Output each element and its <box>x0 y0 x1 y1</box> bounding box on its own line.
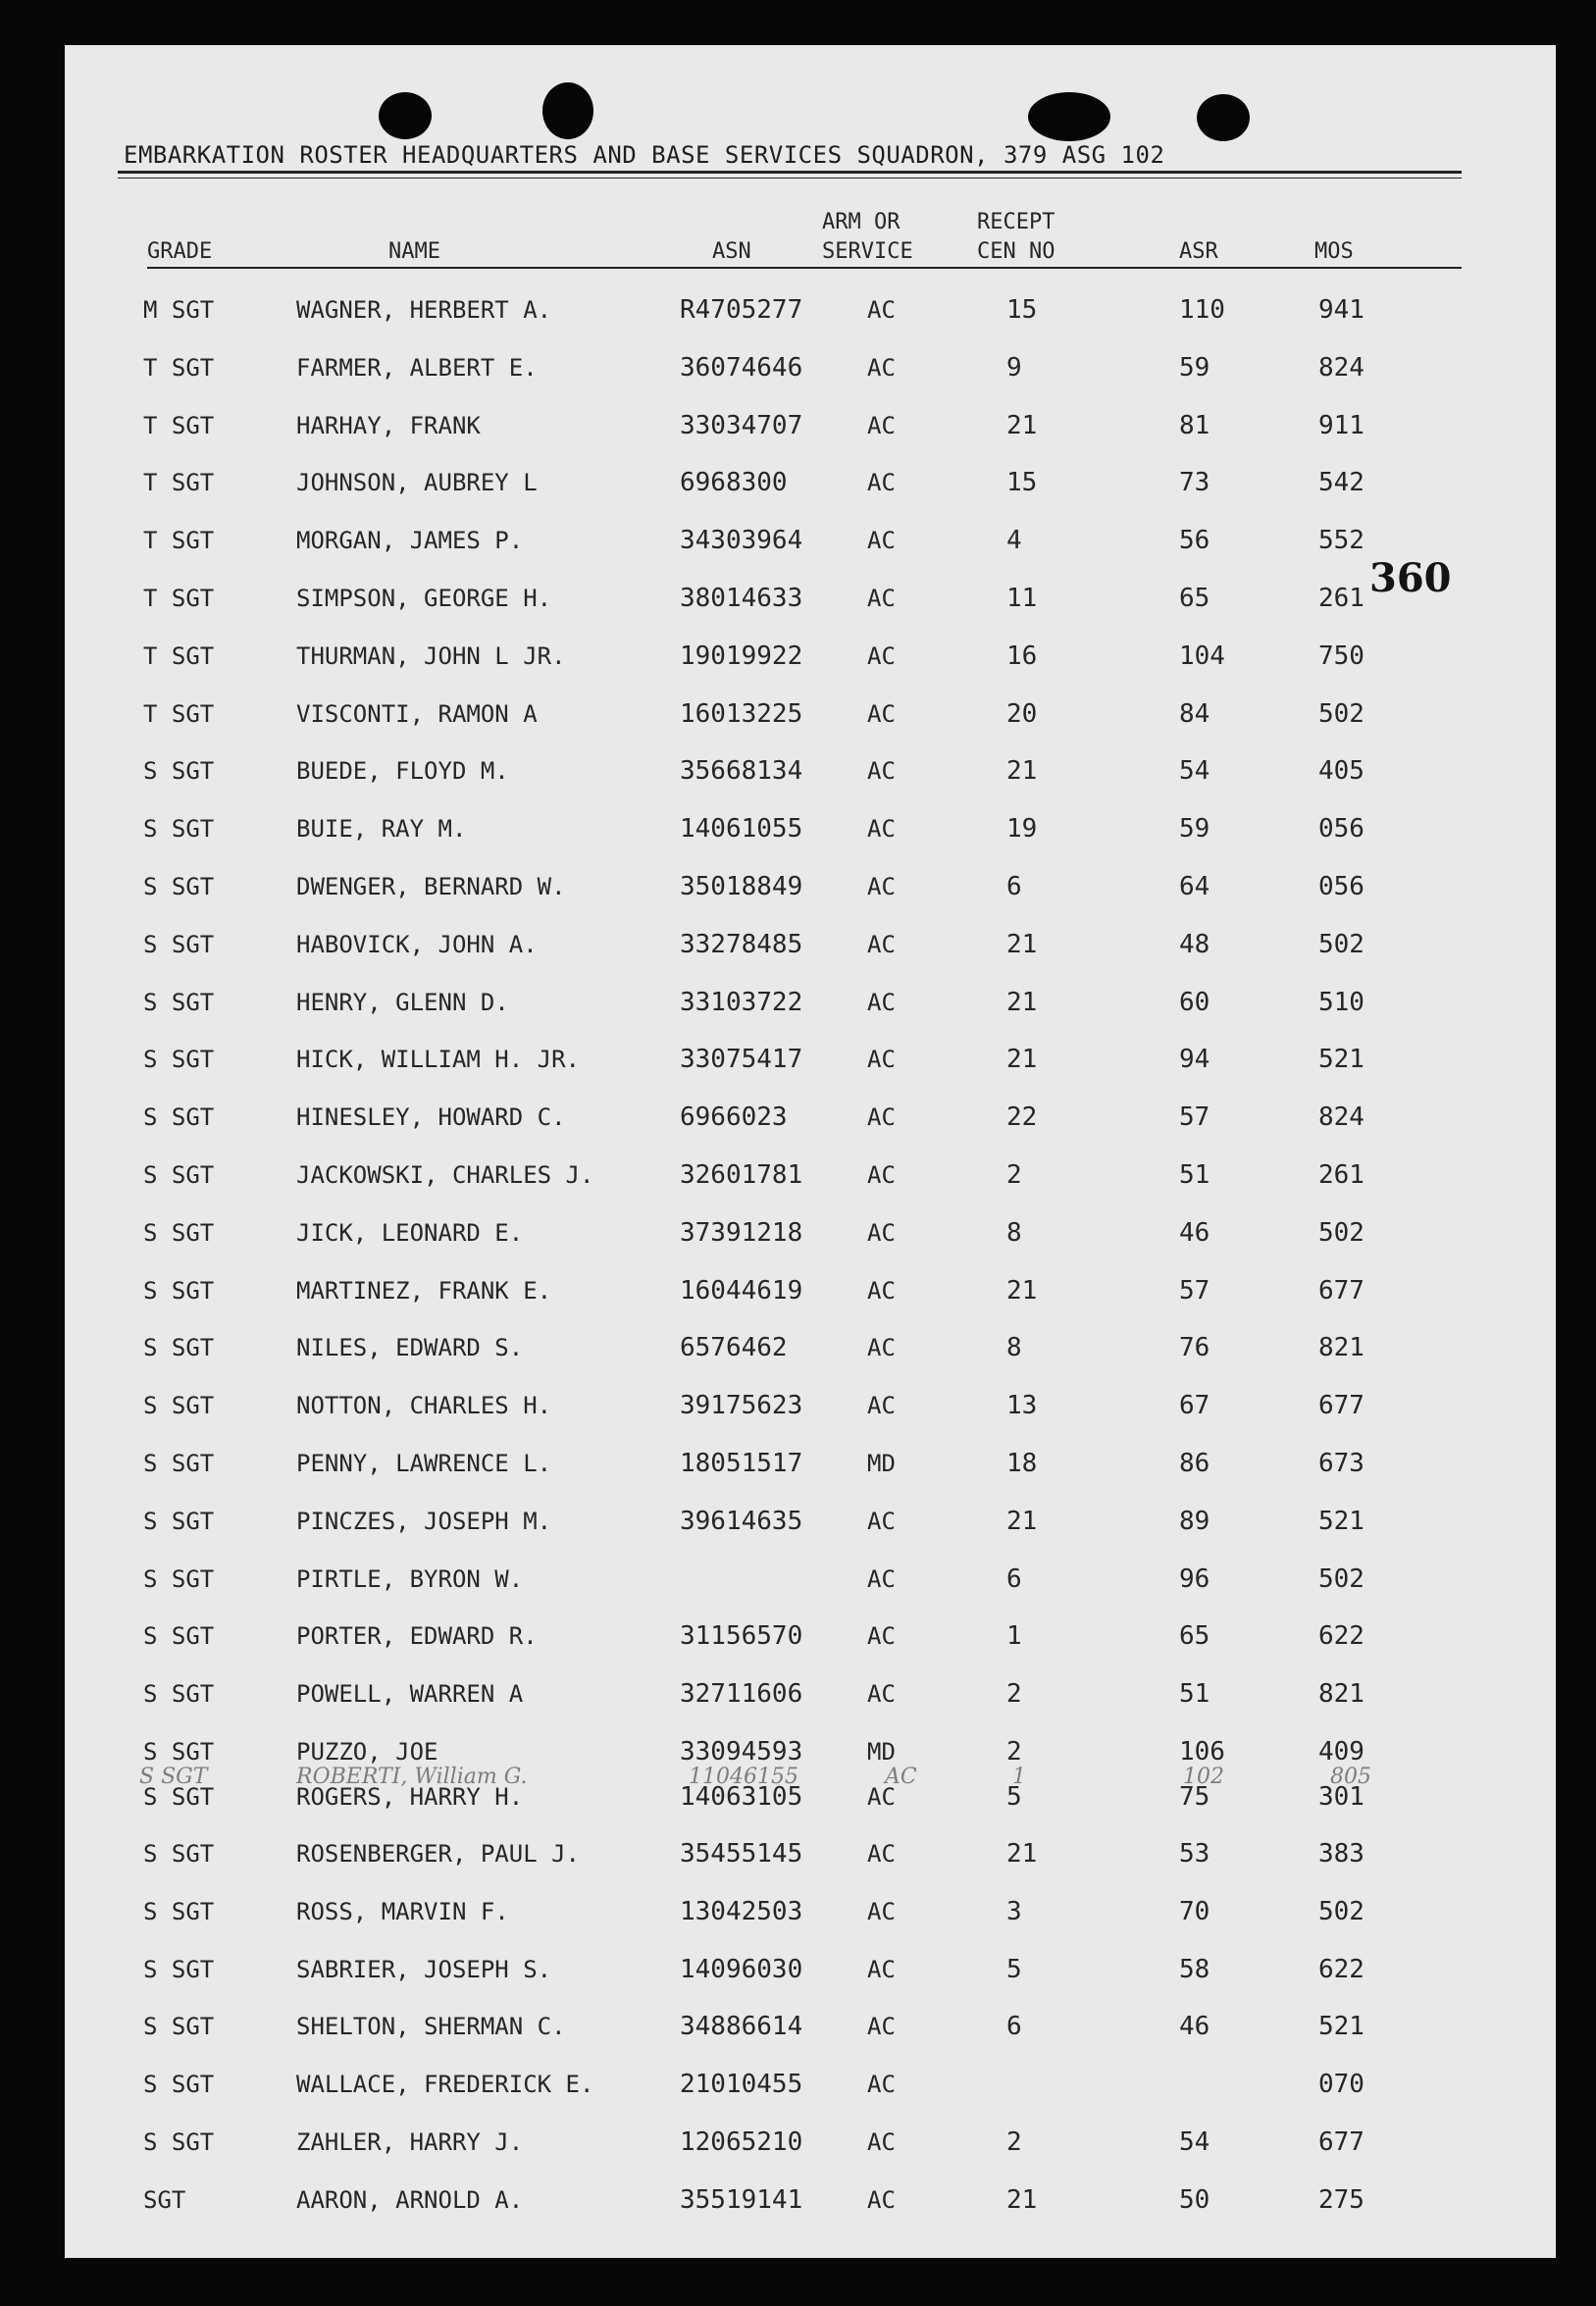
cell-asn: 21010455 <box>680 2070 803 2100</box>
handwritten-entry <box>65 1758 1556 1797</box>
cell-recept-cen-no: 22 <box>1006 1102 1038 1133</box>
cell-recept-cen-no: 21 <box>1006 1839 1038 1869</box>
cell-grade: S SGT <box>143 2128 215 2156</box>
cell-recept-cen-no: 15 <box>1006 468 1038 498</box>
cell-grade: M SGT <box>143 296 215 324</box>
cell-name: JICK, LEONARD E. <box>296 1218 524 1247</box>
cell-recept-cen-no: 1 <box>1006 1621 1022 1652</box>
cell-grade: T SGT <box>143 641 215 670</box>
cell-asr: 53 <box>1179 1839 1210 1869</box>
cell-grade: S SGT <box>143 2071 215 2099</box>
cell-asr: 54 <box>1179 2127 1210 2157</box>
cell-asr: 56 <box>1179 526 1210 556</box>
cell-arm-or-service: AC <box>867 988 896 1016</box>
cell-asn: 35018849 <box>680 872 803 901</box>
cell-name: PINCZES, JOSEPH M. <box>296 1507 552 1535</box>
cell-name: HARHAY, FRANK <box>296 411 481 439</box>
cell-grade: S SGT <box>143 1622 215 1651</box>
cell-asn: 33034707 <box>680 410 803 440</box>
table-row <box>65 1834 1556 1873</box>
cell-asr: 60 <box>1179 987 1210 1017</box>
cell-arm-or-service: AC <box>867 1103 896 1132</box>
cell-grade: S SGT <box>143 1276 215 1305</box>
cell-mos: 521 <box>1318 1045 1364 1075</box>
cell-arm-or-service: MD <box>867 1450 896 1477</box>
cell-asn: 14096030 <box>680 1954 803 1984</box>
cell-mos: 521 <box>1318 2012 1364 2042</box>
cell-mos: 677 <box>1318 1391 1364 1421</box>
table-row <box>65 1560 1556 1599</box>
cell-recept-cen-no: 2 <box>1006 2127 1022 2157</box>
cell-grade: S SGT <box>143 1507 215 1535</box>
table-row <box>65 406 1556 445</box>
cell-asr: 64 <box>1179 872 1210 901</box>
cell-name: JACKOWSKI, CHARLES J. <box>296 1161 594 1189</box>
cell-arm-or-service: AC <box>867 1392 896 1420</box>
cell-grade: T SGT <box>143 527 215 555</box>
cell-arm-or-service: AC <box>867 1622 896 1651</box>
cell-name: MARTINEZ, FRANK E. <box>296 1276 552 1305</box>
hand-asn: 11046155 <box>689 1765 798 1789</box>
cell-recept-cen-no: 6 <box>1006 872 1022 901</box>
cell-mos: 056 <box>1318 814 1364 845</box>
header-mos: MOS <box>1314 239 1354 264</box>
cell-asn: 35519141 <box>680 2184 803 2215</box>
cell-recept-cen-no: 9 <box>1006 352 1022 383</box>
cell-arm-or-service: AC <box>867 930 896 958</box>
table-row <box>65 2180 1556 2220</box>
cell-asn: 37391218 <box>680 1217 803 1248</box>
table-row <box>65 1271 1556 1310</box>
cell-mos: 405 <box>1318 756 1364 787</box>
table-row <box>65 925 1556 964</box>
table-row <box>65 1213 1556 1253</box>
cell-recept-cen-no: 21 <box>1006 410 1038 440</box>
cell-name: ZAHLER, HARRY J. <box>296 2128 524 2156</box>
table-row <box>65 2065 1556 2104</box>
cell-asr: 59 <box>1179 814 1210 845</box>
header-asn: ASN <box>712 239 751 264</box>
cell-name: HABOVICK, JOHN A. <box>296 930 538 958</box>
cell-asr: 50 <box>1179 2184 1210 2215</box>
cell-recept-cen-no: 6 <box>1006 1563 1022 1594</box>
cell-asr: 59 <box>1179 352 1210 383</box>
cell-recept-cen-no: 13 <box>1006 1391 1038 1421</box>
cell-asr: 94 <box>1179 1045 1210 1075</box>
cell-name: NOTTON, CHARLES H. <box>296 1392 552 1420</box>
cell-mos: 677 <box>1318 1275 1364 1306</box>
cell-grade: S SGT <box>143 930 215 958</box>
cell-grade: S SGT <box>143 1046 215 1074</box>
cell-asn: 6576462 <box>680 1333 788 1363</box>
table-row <box>65 1155 1556 1195</box>
cell-arm-or-service: AC <box>867 699 896 728</box>
cell-recept-cen-no: 6 <box>1006 2012 1022 2042</box>
table-row <box>65 1328 1556 1367</box>
cell-mos: 821 <box>1318 1333 1364 1363</box>
cell-arm-or-service: AC <box>867 757 896 786</box>
cell-asr: 58 <box>1179 1954 1210 1984</box>
cell-arm-or-service: AC <box>867 353 896 382</box>
cell-arm-or-service: AC <box>867 1680 896 1709</box>
table-row <box>65 463 1556 502</box>
table-row <box>65 1098 1556 1137</box>
cell-mos: 824 <box>1318 352 1364 383</box>
cell-asn: 16013225 <box>680 698 803 729</box>
punch-hole <box>542 82 593 139</box>
cell-mos: 821 <box>1318 1679 1364 1710</box>
cell-mos: 056 <box>1318 872 1364 901</box>
cell-name: SIMPSON, GEORGE H. <box>296 585 552 612</box>
cell-asr: 65 <box>1179 584 1210 613</box>
cell-grade: T SGT <box>143 699 215 728</box>
table-row <box>65 579 1556 618</box>
cell-mos: 502 <box>1318 1896 1364 1926</box>
header-asr: ASR <box>1179 239 1218 264</box>
cell-grade: S SGT <box>143 1897 215 1925</box>
cell-arm-or-service: AC <box>867 641 896 670</box>
cell-arm-or-service: AC <box>867 1955 896 1983</box>
cell-grade: T SGT <box>143 585 215 612</box>
cell-recept-cen-no: 4 <box>1006 526 1022 556</box>
cell-grade: S SGT <box>143 1161 215 1189</box>
cell-arm-or-service: AC <box>867 1276 896 1305</box>
cell-name: SABRIER, JOSEPH S. <box>296 1955 552 1983</box>
cell-arm-or-service: AC <box>867 296 896 324</box>
cell-grade: S SGT <box>143 1840 215 1868</box>
cell-recept-cen-no: 2 <box>1006 1737 1022 1767</box>
cell-arm-or-service: AC <box>867 1046 896 1074</box>
cell-name: DWENGER, BERNARD W. <box>296 873 566 900</box>
cell-recept-cen-no: 21 <box>1006 756 1038 787</box>
cell-asn: 34886614 <box>680 2012 803 2042</box>
cell-grade: T SGT <box>143 469 215 497</box>
punch-hole <box>1028 92 1110 141</box>
cell-arm-or-service: AC <box>867 1783 896 1811</box>
table-row <box>65 1616 1556 1656</box>
header-grade: GRADE <box>147 239 213 264</box>
cell-mos: 409 <box>1318 1737 1364 1767</box>
table-row <box>65 1502 1556 1541</box>
cell-asr: 48 <box>1179 929 1210 959</box>
cell-mos: 673 <box>1318 1449 1364 1478</box>
table-row <box>65 694 1556 734</box>
header-arm-line2: SERVICE <box>822 239 913 264</box>
cell-asr: 57 <box>1179 1275 1210 1306</box>
cell-grade: T SGT <box>143 411 215 439</box>
cell-asr: 57 <box>1179 1102 1210 1133</box>
cell-name: HENRY, GLENN D. <box>296 988 509 1016</box>
cell-arm-or-service: AC <box>867 815 896 844</box>
table-row <box>65 2123 1556 2162</box>
cell-name: FARMER, ALBERT E. <box>296 353 538 382</box>
cell-grade: S SGT <box>143 1450 215 1477</box>
cell-recept-cen-no: 2 <box>1006 1160 1022 1190</box>
cell-asn: 19019922 <box>680 641 803 671</box>
table-row <box>65 2007 1556 2046</box>
header-arm-line1: ARM OR <box>822 210 901 234</box>
cell-name: MORGAN, JAMES P. <box>296 527 524 555</box>
roster-sheet <box>65 45 1556 2258</box>
cell-arm-or-service: AC <box>867 2013 896 2041</box>
cell-asr: 46 <box>1179 2012 1210 2042</box>
cell-arm-or-service: AC <box>867 1564 896 1593</box>
cell-recept-cen-no: 5 <box>1006 1954 1022 1984</box>
header-name: NAME <box>388 239 440 264</box>
cell-asn: 39175623 <box>680 1391 803 1421</box>
cell-asn: 6968300 <box>680 468 788 498</box>
cell-grade: S SGT <box>143 1783 215 1811</box>
cell-name: BUEDE, FLOYD M. <box>296 757 509 786</box>
cell-name: THURMAN, JOHN L JR. <box>296 641 566 670</box>
cell-asn: 6966023 <box>680 1102 788 1133</box>
cell-asr: 104 <box>1179 641 1225 671</box>
cell-arm-or-service: AC <box>867 527 896 555</box>
cell-mos: 383 <box>1318 1839 1364 1869</box>
title-underline <box>118 171 1462 174</box>
table-row <box>65 1040 1556 1079</box>
table-row <box>65 1444 1556 1483</box>
cell-grade: S SGT <box>143 757 215 786</box>
hand-asr: 102 <box>1183 1765 1224 1789</box>
table-row <box>65 1674 1556 1714</box>
cell-arm-or-service: AC <box>867 1334 896 1362</box>
cell-asn: 39614635 <box>680 1506 803 1536</box>
cell-name: POWELL, WARREN A <box>296 1680 524 1709</box>
cell-asr: 76 <box>1179 1333 1210 1363</box>
table-row <box>65 751 1556 791</box>
cell-name: ROSS, MARVIN F. <box>296 1897 509 1925</box>
cell-asn: R4705277 <box>680 295 803 325</box>
cell-asr: 54 <box>1179 756 1210 787</box>
cell-arm-or-service: AC <box>867 1161 896 1189</box>
cell-asn: 33278485 <box>680 929 803 959</box>
hand-cen: 1 <box>1012 1765 1026 1789</box>
cell-asn: 38014633 <box>680 584 803 613</box>
table-row <box>65 1892 1556 1931</box>
cell-grade: S SGT <box>143 2013 215 2041</box>
cell-name: HICK, WILLIAM H. JR. <box>296 1046 580 1074</box>
cell-mos: 552 <box>1318 526 1364 556</box>
table-row <box>65 983 1556 1022</box>
hand-mos: 805 <box>1330 1765 1371 1789</box>
cell-mos: 275 <box>1318 2184 1364 2215</box>
hand-arm: AC <box>885 1765 917 1789</box>
cell-asn: 36074646 <box>680 352 803 383</box>
cell-mos: 261 <box>1318 584 1364 613</box>
cell-grade: S SGT <box>143 1955 215 1983</box>
cell-asn: 14061055 <box>680 814 803 845</box>
cell-name: HINESLEY, HOWARD C. <box>296 1103 566 1132</box>
cell-asr: 67 <box>1179 1391 1210 1421</box>
cell-grade: S SGT <box>143 1334 215 1362</box>
title-underline <box>118 178 1462 179</box>
cell-arm-or-service: AC <box>867 585 896 612</box>
cell-grade: SGT <box>143 2185 186 2214</box>
cell-name: SHELTON, SHERMAN C. <box>296 2013 566 2041</box>
cell-recept-cen-no: 20 <box>1006 698 1038 729</box>
cell-arm-or-service: AC <box>867 873 896 900</box>
cell-asn: 18051517 <box>680 1449 803 1478</box>
cell-recept-cen-no: 11 <box>1006 584 1038 613</box>
hand-grade: S SGT <box>139 1765 208 1789</box>
table-row <box>65 521 1556 560</box>
cell-recept-cen-no: 16 <box>1006 641 1038 671</box>
cell-name: JOHNSON, AUBREY L <box>296 469 538 497</box>
cell-name: WAGNER, HERBERT A. <box>296 296 552 324</box>
cell-mos: 502 <box>1318 929 1364 959</box>
cell-arm-or-service: AC <box>867 411 896 439</box>
cell-asr: 51 <box>1179 1679 1210 1710</box>
cell-asn: 33094593 <box>680 1737 803 1767</box>
table-row <box>65 1386 1556 1425</box>
header-underline <box>147 267 1462 269</box>
cell-mos: 542 <box>1318 468 1364 498</box>
cell-arm-or-service: AC <box>867 2185 896 2214</box>
cell-asn: 33103722 <box>680 987 803 1017</box>
cell-recept-cen-no: 15 <box>1006 295 1038 325</box>
table-row <box>65 290 1556 330</box>
cell-asr: 75 <box>1179 1782 1210 1812</box>
cell-grade: S SGT <box>143 1738 215 1766</box>
cell-arm-or-service: AC <box>867 2128 896 2156</box>
cell-arm-or-service: AC <box>867 2071 896 2099</box>
cell-mos: 622 <box>1318 1954 1364 1984</box>
cell-name: NILES, EDWARD S. <box>296 1334 524 1362</box>
cell-grade: S SGT <box>143 1564 215 1593</box>
cell-asn: 35668134 <box>680 756 803 787</box>
cell-name: PORTER, EDWARD R. <box>296 1622 538 1651</box>
cell-recept-cen-no: 18 <box>1006 1449 1038 1478</box>
cell-asn: 16044619 <box>680 1275 803 1306</box>
table-row <box>65 867 1556 906</box>
cell-asr: 51 <box>1179 1160 1210 1190</box>
cell-recept-cen-no: 19 <box>1006 814 1038 845</box>
cell-name: BUIE, RAY M. <box>296 815 467 844</box>
cell-grade: S SGT <box>143 1392 215 1420</box>
cell-asr: 110 <box>1179 295 1225 325</box>
cell-name: PIRTLE, BYRON W. <box>296 1564 524 1593</box>
punch-hole <box>379 92 432 139</box>
cell-recept-cen-no: 21 <box>1006 1506 1038 1536</box>
document-title: EMBARKATION ROSTER HEADQUARTERS AND BASE SERVICES SQUADRON, 379 ASG 102 <box>124 141 1165 169</box>
cell-asr: 106 <box>1179 1737 1225 1767</box>
cell-name: ROSENBERGER, PAUL J. <box>296 1840 580 1868</box>
cell-mos: 070 <box>1318 2070 1364 2100</box>
cell-asn: 12065210 <box>680 2127 803 2157</box>
cell-asr: 81 <box>1179 410 1210 440</box>
cell-mos: 824 <box>1318 1102 1364 1133</box>
cell-grade: T SGT <box>143 353 215 382</box>
cell-asn: 32711606 <box>680 1679 803 1710</box>
cell-asn: 31156570 <box>680 1621 803 1652</box>
cell-asn: 35455145 <box>680 1839 803 1869</box>
cell-asn: 33075417 <box>680 1045 803 1075</box>
cell-mos: 502 <box>1318 1217 1364 1248</box>
cell-mos: 301 <box>1318 1782 1364 1812</box>
cell-grade: S SGT <box>143 815 215 844</box>
cell-asn: 34303964 <box>680 526 803 556</box>
table-row <box>65 348 1556 387</box>
cell-asr: 96 <box>1179 1563 1210 1594</box>
cell-asr: 86 <box>1179 1449 1210 1478</box>
cell-recept-cen-no: 21 <box>1006 2184 1038 2215</box>
cell-mos: 502 <box>1318 698 1364 729</box>
cell-recept-cen-no: 3 <box>1006 1896 1022 1926</box>
cell-grade: S SGT <box>143 1218 215 1247</box>
cell-recept-cen-no: 5 <box>1006 1782 1022 1812</box>
cell-arm-or-service: AC <box>867 469 896 497</box>
cell-grade: S SGT <box>143 873 215 900</box>
cell-mos: 911 <box>1318 410 1364 440</box>
cell-grade: S SGT <box>143 1680 215 1709</box>
cell-name: ROGERS, HARRY H. <box>296 1783 524 1811</box>
cell-recept-cen-no: 21 <box>1006 987 1038 1017</box>
table-row <box>65 637 1556 676</box>
cell-recept-cen-no: 2 <box>1006 1679 1022 1710</box>
cell-asr: 84 <box>1179 698 1210 729</box>
cell-arm-or-service: MD <box>867 1738 896 1766</box>
header-cen-line2: CEN NO <box>977 239 1055 264</box>
cell-mos: 521 <box>1318 1506 1364 1536</box>
cell-grade: S SGT <box>143 988 215 1016</box>
cell-mos: 502 <box>1318 1563 1364 1594</box>
cell-name: PENNY, LAWRENCE L. <box>296 1450 552 1477</box>
cell-mos: 510 <box>1318 987 1364 1017</box>
table-row <box>65 1950 1556 1989</box>
cell-recept-cen-no: 21 <box>1006 1275 1038 1306</box>
header-arm-or-service <box>822 208 913 267</box>
cell-recept-cen-no: 21 <box>1006 1045 1038 1075</box>
cell-name: WALLACE, FREDERICK E. <box>296 2071 594 2099</box>
cell-asr: 65 <box>1179 1621 1210 1652</box>
punch-hole <box>1197 94 1250 141</box>
cell-asn: 14063105 <box>680 1782 803 1812</box>
hand-name: ROBERTI, William G. <box>296 1765 528 1789</box>
cell-arm-or-service: AC <box>867 1507 896 1535</box>
cell-mos: 677 <box>1318 2127 1364 2157</box>
cell-arm-or-service: AC <box>867 1840 896 1868</box>
cell-grade: S SGT <box>143 1103 215 1132</box>
cell-asr: 70 <box>1179 1896 1210 1926</box>
cell-mos: 750 <box>1318 641 1364 671</box>
cell-mos: 941 <box>1318 295 1364 325</box>
cell-mos: 261 <box>1318 1160 1364 1190</box>
cell-name: VISCONTI, RAMON A <box>296 699 538 728</box>
cell-recept-cen-no: 21 <box>1006 929 1038 959</box>
cell-asr: 89 <box>1179 1506 1210 1536</box>
cell-arm-or-service: AC <box>867 1897 896 1925</box>
cell-name: PUZZO, JOE <box>296 1738 438 1766</box>
cell-name: AARON, ARNOLD A. <box>296 2185 524 2214</box>
cell-mos: 622 <box>1318 1621 1364 1652</box>
header-cen-line1: RECEPT <box>977 210 1055 234</box>
cell-asn: 32601781 <box>680 1160 803 1190</box>
cell-recept-cen-no: 8 <box>1006 1333 1022 1363</box>
cell-arm-or-service: AC <box>867 1218 896 1247</box>
cell-asn: 13042503 <box>680 1896 803 1926</box>
table-row <box>65 809 1556 848</box>
header-recept-cen-no <box>977 208 1055 267</box>
cell-asr: 46 <box>1179 1217 1210 1248</box>
cell-asr: 73 <box>1179 468 1210 498</box>
page-number: 360 <box>1369 555 1452 601</box>
cell-recept-cen-no: 8 <box>1006 1217 1022 1248</box>
